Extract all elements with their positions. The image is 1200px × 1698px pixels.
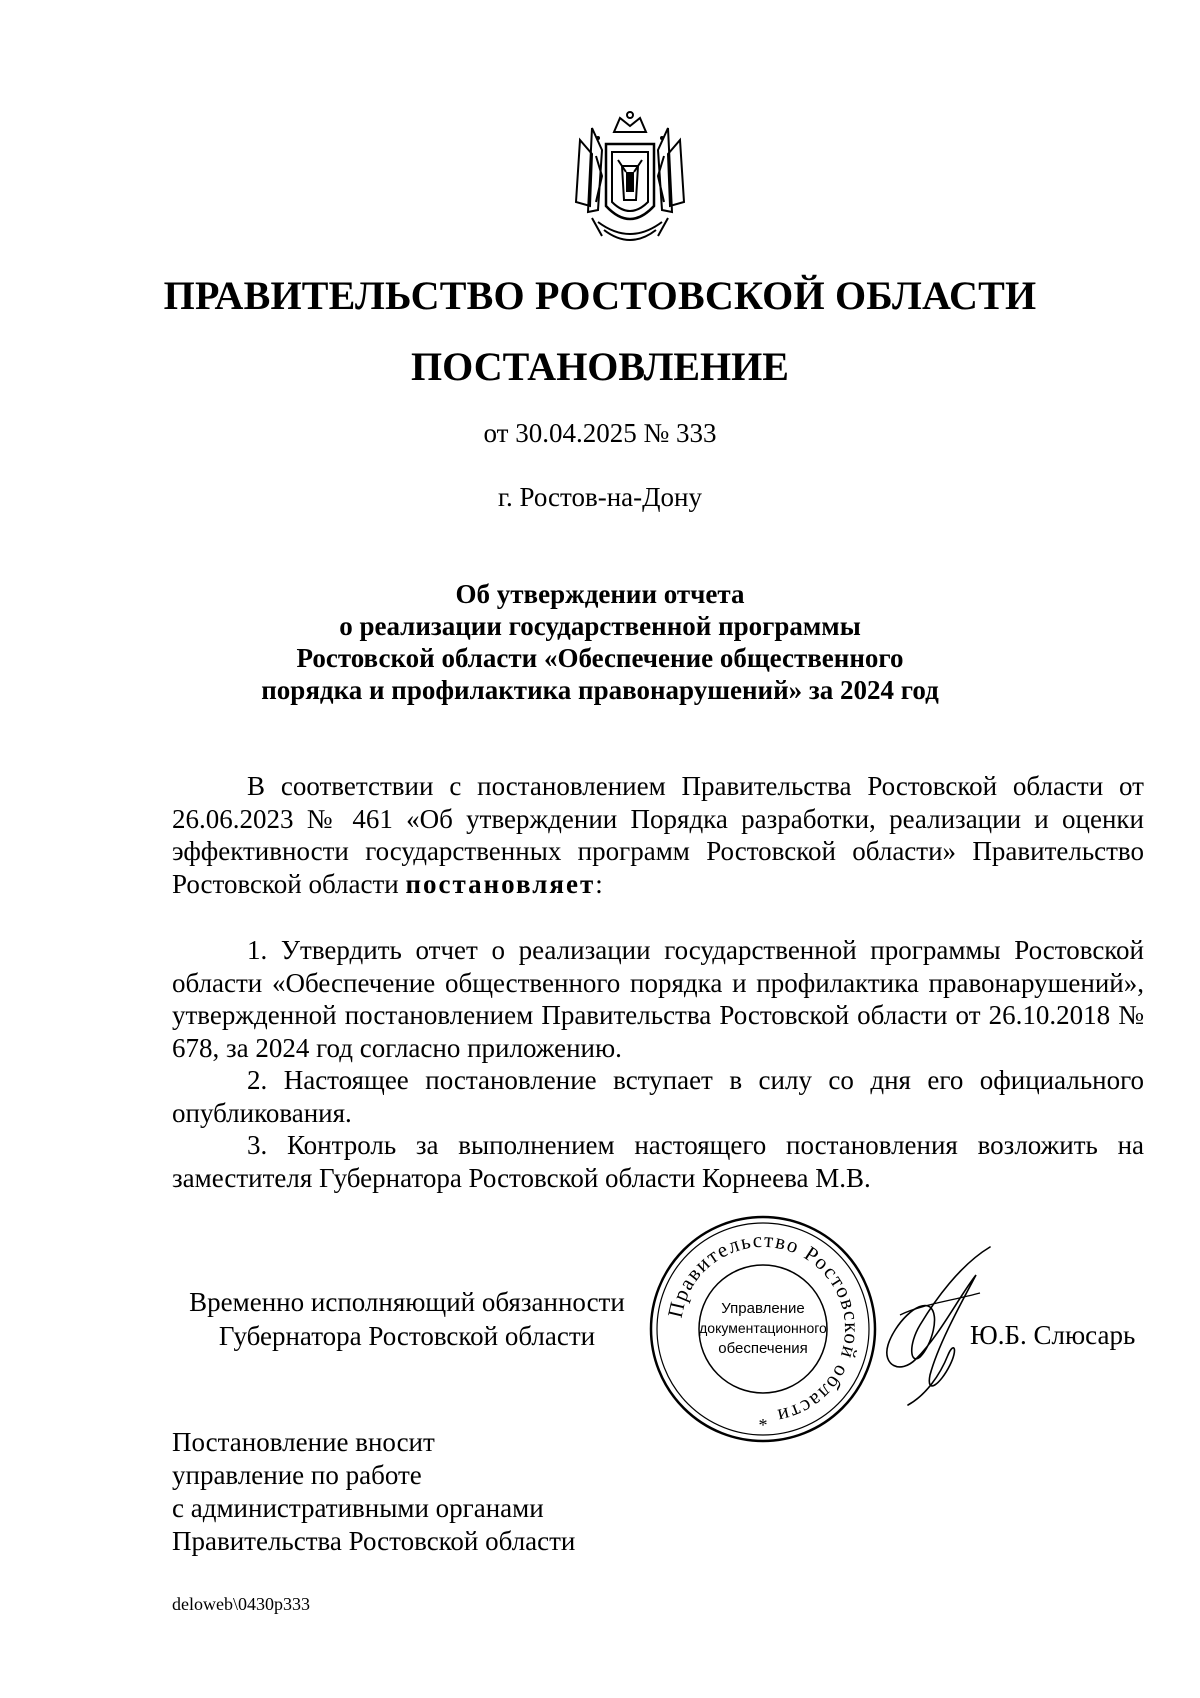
- resolution-item: 2. Настоящее постановление вступает в силу со дня его официального опубликования.: [172, 1065, 1144, 1128]
- resolution-item: 3. Контроль за выполнением настоящего постановления возложить на заместителя Губернатора Ростовской области Корнеева М.В.: [172, 1130, 1144, 1193]
- document-id: deloweb\0430p333: [172, 1594, 310, 1614]
- contributor-line: Постановление вносит: [172, 1427, 435, 1457]
- intro-tail: :: [595, 868, 603, 899]
- resolution-items: [172, 934, 1144, 1194]
- stamp-center-line: документационного: [699, 1320, 827, 1336]
- resolves-word: постановляет: [405, 868, 596, 899]
- date-and-number: от 30.04.2025 № 333: [483, 418, 717, 448]
- organization-title: ПРАВИТЕЛЬСТВО РОСТОВСКОЙ ОБЛАСТИ: [163, 273, 1037, 318]
- document-type: ПОСТАНОВЛЕНИЕ: [411, 344, 789, 389]
- subject-line: порядка и профилактика правонарушений» за 2024 год: [261, 675, 939, 705]
- intro-text: В соответствии с постановлением Правительства Ростовской области от 26.06.2023 № 461 «Об утверждении Порядка разработки, реализации и оценки эффективности государственных программ Ростовской области» Правительство Ростовской области: [172, 771, 1144, 899]
- position-line: Губернатора Ростовской области: [218, 1321, 596, 1351]
- subject-line: Ростовской области «Обеспечение общественного: [296, 643, 904, 673]
- stamp-star: *: [758, 1415, 768, 1435]
- subject-line: о реализации государственной программы: [339, 611, 861, 641]
- official-stamp: [647, 1213, 879, 1445]
- intro-paragraph: [172, 770, 1144, 900]
- stamp-ring-text: Правительство Ростовской области: [662, 1227, 865, 1429]
- resolution-item: 1. Утвердить отчет о реализации государственной программы Ростовской области «Обеспечение общественного порядка и профилактика правонарушений», утвержденной постановлением Правительства Ростовской области от 26.10.2018 № 678, за 2024 год согласно приложению.: [172, 935, 1144, 1063]
- signatory-name: Ю.Б. Слюсарь: [970, 1320, 1136, 1350]
- stamp-center-line: Управление: [721, 1300, 805, 1317]
- stamp-center-line: обеспечения: [718, 1340, 808, 1357]
- signatory-position: [172, 1285, 642, 1353]
- contributor-line: управление по работе: [172, 1460, 422, 1490]
- position-line: Временно исполняющий обязанности: [189, 1287, 625, 1317]
- city: г. Ростов-на-Дону: [497, 482, 702, 512]
- contributor-line: с административными органами: [172, 1493, 544, 1523]
- subject-line: Об утверждении отчета: [455, 579, 745, 609]
- document-subject: [0, 578, 1200, 706]
- coat-of-arms-emblem: [562, 110, 698, 254]
- contributor-block: [172, 1426, 575, 1558]
- contributor-line: Правительства Ростовской области: [172, 1526, 576, 1556]
